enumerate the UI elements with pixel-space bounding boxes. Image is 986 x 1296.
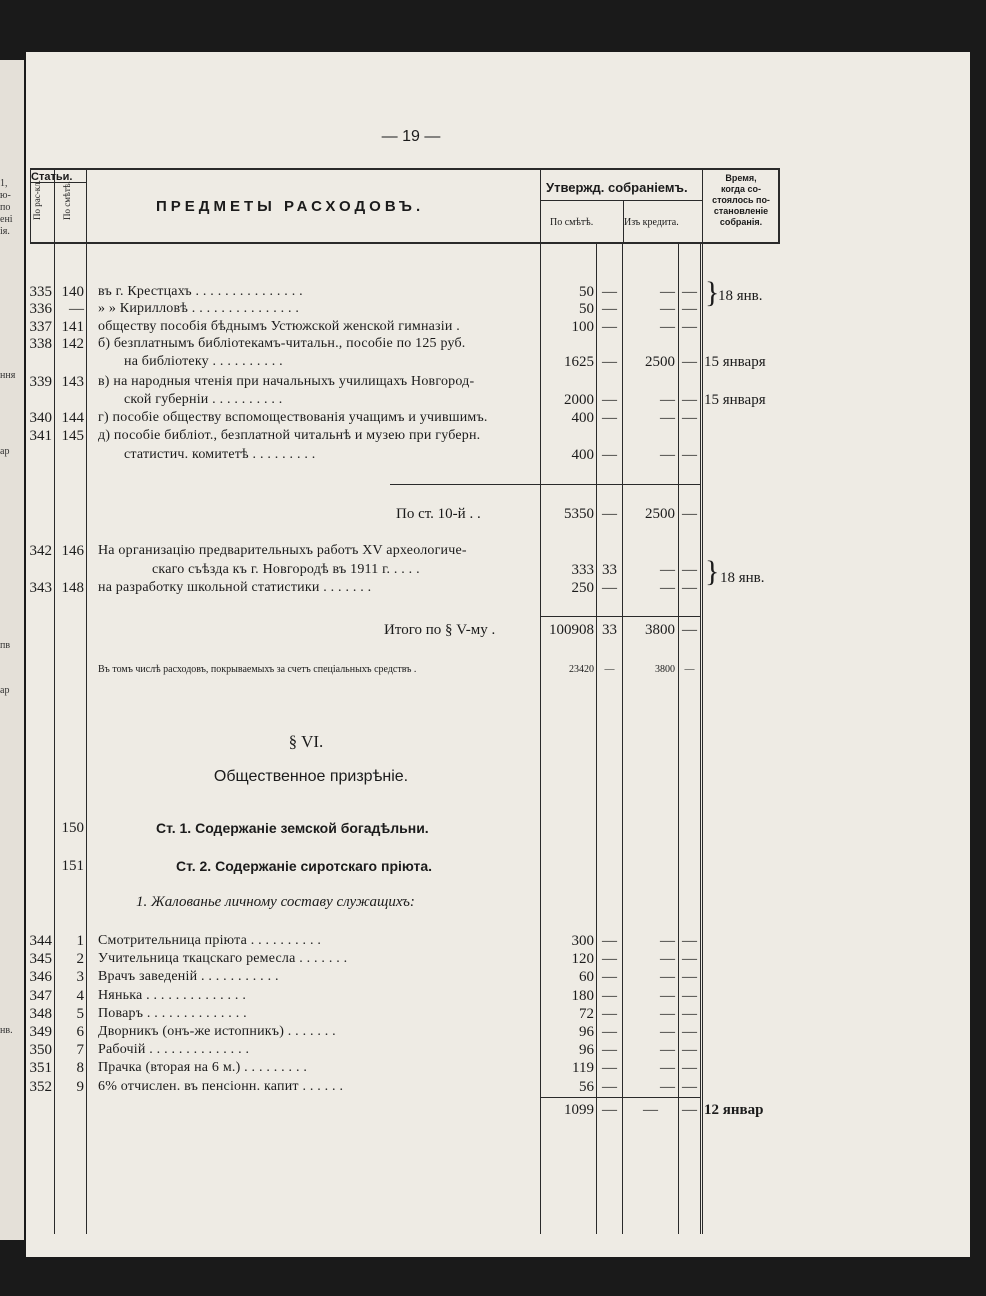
staff-row-text: 6% отчислен. въ пенсіонн. капит . . . . . . xyxy=(98,1078,344,1094)
subtotal-label: По ст. 10-й . . xyxy=(396,506,481,522)
row-a-text: б) безплатнымъ библіотекамъ-читальн., пособіе по 125 руб. xyxy=(98,336,466,351)
staff-row-credit-kop: — xyxy=(682,987,697,1004)
row-a-kop: — xyxy=(602,319,617,335)
column-line xyxy=(702,170,703,242)
staff-row-credit: — xyxy=(660,1042,675,1059)
row-a-credit: — xyxy=(660,410,675,426)
staff-row-raskl: 344 xyxy=(29,933,52,949)
staff-row-text: Дворникъ (онъ-же истопникъ) . . . . . . . xyxy=(98,1024,336,1039)
row-a-smete: 143 xyxy=(61,374,84,390)
staff-row-credit: — xyxy=(660,969,675,986)
staff-row-credit-kop: — xyxy=(682,1005,697,1022)
row-a-raskl: 340 xyxy=(29,410,52,426)
st2-title: Ст. 2. Содержаніе сиротскаго пріюта. xyxy=(176,858,433,874)
edge-fragment: ар xyxy=(0,685,10,696)
staff-row-raskl: 345 xyxy=(29,951,52,968)
special-credit-kop: — xyxy=(684,664,695,675)
staff-total-amount: 1099 xyxy=(564,1102,594,1118)
staff-row-text: Поваръ . . . . . . . . . . . . . . xyxy=(98,1005,247,1021)
brace-mark: } xyxy=(705,555,720,588)
column-line xyxy=(700,244,701,1234)
staff-row-smete: 6 xyxy=(76,1024,84,1040)
row-a-credit-kop: — xyxy=(682,301,697,317)
row-b-raskl: 343 xyxy=(29,580,52,596)
staff-row-credit-kop: — xyxy=(682,1042,697,1059)
row-a-smete: 144 xyxy=(61,410,84,426)
staff-row-amount: 96 xyxy=(579,1024,594,1040)
rule-line xyxy=(390,484,700,485)
total-v-kop: 33 xyxy=(602,622,617,638)
staff-row-amount: 72 xyxy=(579,1005,594,1022)
column-line xyxy=(540,170,541,242)
staff-row-amount: 180 xyxy=(571,987,594,1004)
staff-row-kop: — xyxy=(602,1060,617,1077)
row-a-amount: 2000 xyxy=(564,392,594,408)
row-b-text: На организацію предварительныхъ работъ XV археологиче- xyxy=(98,543,467,558)
row-b-credit: — xyxy=(660,580,675,596)
staff-row-smete: 1 xyxy=(76,933,84,949)
row-a-kop: — xyxy=(602,301,617,317)
staff-row-credit: — xyxy=(660,933,675,949)
row-b-credit-kop: — xyxy=(682,562,697,578)
staff-row-credit-kop: — xyxy=(682,969,697,986)
row-a-smete: 142 xyxy=(61,336,84,352)
edge-fragment: пв xyxy=(0,640,11,651)
row-a-text: въ г. Крестцахъ . . . . . . . . . . . . . . . xyxy=(98,284,303,299)
column-line xyxy=(54,244,55,1234)
row-a-kop: — xyxy=(602,410,617,426)
staff-subheading: 1. Жалованье личному составу служащихъ: xyxy=(136,894,415,910)
staff-row-smete: 7 xyxy=(76,1042,84,1059)
po-smete-header: По смѣтѣ. xyxy=(550,217,594,228)
staff-row-credit-kop: — xyxy=(682,1060,697,1077)
row-b-credit: — xyxy=(660,562,675,578)
rule-line xyxy=(540,616,700,617)
iz-kredita-header: Изъ кредита. xyxy=(624,217,679,228)
staff-row-amount: 300 xyxy=(571,933,594,949)
section-title: Общественное призрѣніе. xyxy=(213,768,409,785)
total-v-amount: 100908 xyxy=(549,622,594,638)
row-a-amount: 50 xyxy=(579,284,594,300)
approved-header: Утвержд. собраніемъ. xyxy=(546,180,688,195)
st1-title: Ст. 1. Содержаніе земской богадѣльни. xyxy=(156,820,429,836)
row-a-smete: 145 xyxy=(61,428,84,444)
staff-row-credit-kop: — xyxy=(682,951,697,968)
time-header-2: когда со- xyxy=(720,184,761,194)
row-a-raskl: 336 xyxy=(29,301,52,317)
row-a-credit: — xyxy=(660,284,675,300)
st1-num: 150 xyxy=(61,820,84,836)
edge-fragment: по xyxy=(0,202,11,213)
staff-row-raskl: 349 xyxy=(29,1024,52,1040)
staff-row-raskl: 347 xyxy=(29,987,52,1004)
row-a-text: ской губерніи . . . . . . . . . . xyxy=(124,392,283,407)
row-a-raskl: 335 xyxy=(29,284,52,300)
row-b-kop: 33 xyxy=(602,562,617,578)
staff-row-text: Прачка (вторая на 6 м.) . . . . . . . . . xyxy=(98,1060,308,1076)
staff-row-smete: 4 xyxy=(76,987,84,1004)
date-b: 18 янв. xyxy=(720,570,765,586)
staff-row-smete: 3 xyxy=(76,969,84,986)
date-a-3: 15 января xyxy=(704,392,766,408)
subtotal-kop: — xyxy=(602,506,617,522)
staff-row-credit: — xyxy=(660,1005,675,1022)
staff-row-credit-kop: — xyxy=(682,1078,697,1095)
staff-row-amount: 119 xyxy=(572,1060,594,1077)
staff-row-credit: — xyxy=(660,1060,675,1077)
row-a-text: г) пособіе обществу вспомоществованія учащимъ и учившимъ. xyxy=(98,410,488,425)
column-line xyxy=(778,168,780,244)
expenses-title: ПРЕДМЕТЫ РАСХОДОВЪ. xyxy=(156,198,425,215)
column-line xyxy=(86,244,87,1234)
staff-row-text: Врачъ заведеній . . . . . . . . . . . xyxy=(98,969,279,985)
date-a-2: 15 января xyxy=(704,354,766,370)
staff-row-kop: — xyxy=(602,951,617,968)
brace-mark: } xyxy=(705,276,720,309)
special-amount: 23420 xyxy=(569,664,594,675)
row-a-credit-kop: — xyxy=(682,354,697,370)
row-a-amount: 100 xyxy=(571,319,594,335)
row-b-smete: 148 xyxy=(61,580,84,596)
row-a-text: обществу пособія бѣднымъ Устюжской женской гимназіи . xyxy=(98,319,460,334)
staff-row-smete: 9 xyxy=(76,1078,84,1095)
staff-row-kop: — xyxy=(602,1024,617,1040)
total-v-credit-kop: — xyxy=(682,622,697,638)
st2-num: 151 xyxy=(61,858,84,874)
row-a-credit-kop: — xyxy=(682,410,697,426)
staff-row-raskl: 346 xyxy=(29,969,52,986)
row-a-text: » » Кирилловѣ . . . . . . . . . . . . . . . xyxy=(98,301,300,316)
staff-row-kop: — xyxy=(602,969,617,986)
staff-total-kop: — xyxy=(602,1102,617,1118)
adjacent-page-edge xyxy=(0,60,24,1240)
rule-line xyxy=(30,168,778,170)
row-a-raskl: 339 xyxy=(29,374,52,390)
row-b-amount: 250 xyxy=(571,580,594,596)
row-a-credit-kop: — xyxy=(682,392,697,408)
staff-row-kop: — xyxy=(602,1078,617,1095)
row-a-credit: — xyxy=(660,447,675,463)
row-a-credit: — xyxy=(660,301,675,317)
date-a-1: 18 янв. xyxy=(718,288,763,304)
staff-row-smete: 5 xyxy=(76,1005,84,1022)
special-kop: — xyxy=(604,664,615,675)
edge-fragment: 1, xyxy=(0,178,8,189)
row-a-raskl: 338 xyxy=(29,336,52,352)
staff-total-date: 12 январ xyxy=(704,1102,764,1118)
staff-row-kop: — xyxy=(602,1005,617,1022)
row-a-raskl: 341 xyxy=(29,428,52,444)
staff-row-amount: 96 xyxy=(579,1042,594,1059)
row-a-text: на библіотеку . . . . . . . . . . xyxy=(124,354,283,369)
staff-row-raskl: 351 xyxy=(29,1060,52,1077)
staff-row-credit: — xyxy=(660,951,675,968)
row-b-text: на разработку школьной статистики . . . . . . . xyxy=(98,580,372,595)
time-header-5: собранія. xyxy=(719,217,763,227)
time-header-1: Время, xyxy=(725,173,757,183)
staff-row-raskl: 348 xyxy=(29,1005,52,1022)
staff-row-credit: — xyxy=(660,1024,675,1040)
row-a-kop: — xyxy=(602,284,617,300)
edge-fragment: ія. xyxy=(0,226,10,237)
total-v-label: Итого по § V-му . xyxy=(384,622,496,638)
total-v-credit: 3800 xyxy=(645,622,675,638)
row-b-text: скаго съѣзда къ г. Новгородѣ въ 1911 г. . . . . xyxy=(152,562,420,577)
column-line xyxy=(702,244,703,1234)
col-smete-header: По смѣтѣ. xyxy=(62,181,72,220)
staff-row-text: Смотрительница пріюта . . . . . . . . . . xyxy=(98,933,322,948)
special-label: Въ томъ числѣ расходовъ, покрываемыхъ за счетъ спеціальныхъ средствъ . xyxy=(98,664,417,675)
staff-row-text: Рабочій . . . . . . . . . . . . . . xyxy=(98,1042,250,1058)
staff-row-raskl: 350 xyxy=(29,1042,52,1059)
row-b-credit-kop: — xyxy=(682,580,697,596)
row-b-amount: 333 xyxy=(571,562,594,578)
page-number: — 19 — xyxy=(381,128,441,145)
document-page xyxy=(26,52,970,1257)
row-b-kop: — xyxy=(602,580,617,596)
staff-row-smete: 2 xyxy=(76,951,84,968)
time-header-3: стоялось по- xyxy=(712,195,770,205)
row-a-smete: — xyxy=(69,301,84,317)
row-a-amount: 50 xyxy=(579,301,594,317)
row-a-kop: — xyxy=(602,392,617,408)
staff-row-text: Нянька . . . . . . . . . . . . . . xyxy=(98,987,247,1003)
staff-row-credit-kop: — xyxy=(682,1024,697,1040)
row-a-text: статистич. комитетѣ . . . . . . . . . xyxy=(124,447,316,462)
edge-fragment: ар xyxy=(0,446,10,457)
edge-fragment: ння xyxy=(0,370,16,381)
staff-total-credit: — xyxy=(643,1102,658,1118)
row-a-credit: — xyxy=(660,319,675,335)
row-a-kop: — xyxy=(602,354,617,370)
row-a-credit: — xyxy=(660,392,675,408)
special-credit: 3800 xyxy=(655,664,675,675)
staff-row-credit: — xyxy=(660,987,675,1004)
row-a-credit: 2500 xyxy=(645,354,675,370)
staff-row-smete: 8 xyxy=(76,1060,84,1077)
time-header-4: становленіе xyxy=(713,206,769,216)
staff-total-credit-kop: — xyxy=(682,1102,697,1118)
edge-fragment: нв. xyxy=(0,1025,13,1036)
col-raskl-header: По рас-кл. xyxy=(32,180,42,220)
row-a-smete: 141 xyxy=(61,319,84,335)
staff-row-amount: 120 xyxy=(571,951,594,968)
staff-row-credit-kop: — xyxy=(682,933,697,949)
row-a-text: д) пособіе библіот., безплатной читальнѣ и музею при губерн. xyxy=(98,428,481,443)
section-para: § VI. xyxy=(288,732,324,751)
row-a-credit-kop: — xyxy=(682,447,697,463)
row-a-smete: 140 xyxy=(61,284,84,300)
column-line xyxy=(86,170,87,242)
row-b-raskl: 342 xyxy=(29,543,52,559)
rule-line xyxy=(30,242,778,244)
staff-row-text: Учительница ткацскаго ремесла . . . . . . . xyxy=(98,951,348,967)
staff-row-kop: — xyxy=(602,933,617,949)
row-a-credit-kop: — xyxy=(682,319,697,335)
row-b-smete: 146 xyxy=(61,543,84,559)
edge-fragment: ю- xyxy=(0,190,11,201)
row-a-text: в) на народныя чтенія при начальныхъ училищахъ Новгород- xyxy=(98,374,475,389)
edge-fragment: ені xyxy=(0,214,13,225)
rule-line xyxy=(540,200,702,201)
subtotal-credit-kop: — xyxy=(682,506,697,522)
statyi-header: Статьи. xyxy=(31,171,73,183)
staff-row-kop: — xyxy=(602,987,617,1004)
staff-row-credit: — xyxy=(660,1078,675,1095)
row-a-amount: 1625 xyxy=(564,354,594,370)
subtotal-amount: 5350 xyxy=(564,506,594,522)
row-a-amount: 400 xyxy=(571,410,594,426)
rule-line xyxy=(540,1097,700,1098)
row-a-amount: 400 xyxy=(571,447,594,463)
staff-row-raskl: 352 xyxy=(29,1078,52,1095)
row-a-raskl: 337 xyxy=(29,319,52,335)
staff-row-kop: — xyxy=(602,1042,617,1059)
staff-row-amount: 60 xyxy=(579,969,594,986)
staff-row-amount: 56 xyxy=(579,1078,594,1095)
row-a-kop: — xyxy=(602,447,617,463)
subtotal-credit: 2500 xyxy=(645,506,675,522)
row-a-credit-kop: — xyxy=(682,284,697,300)
